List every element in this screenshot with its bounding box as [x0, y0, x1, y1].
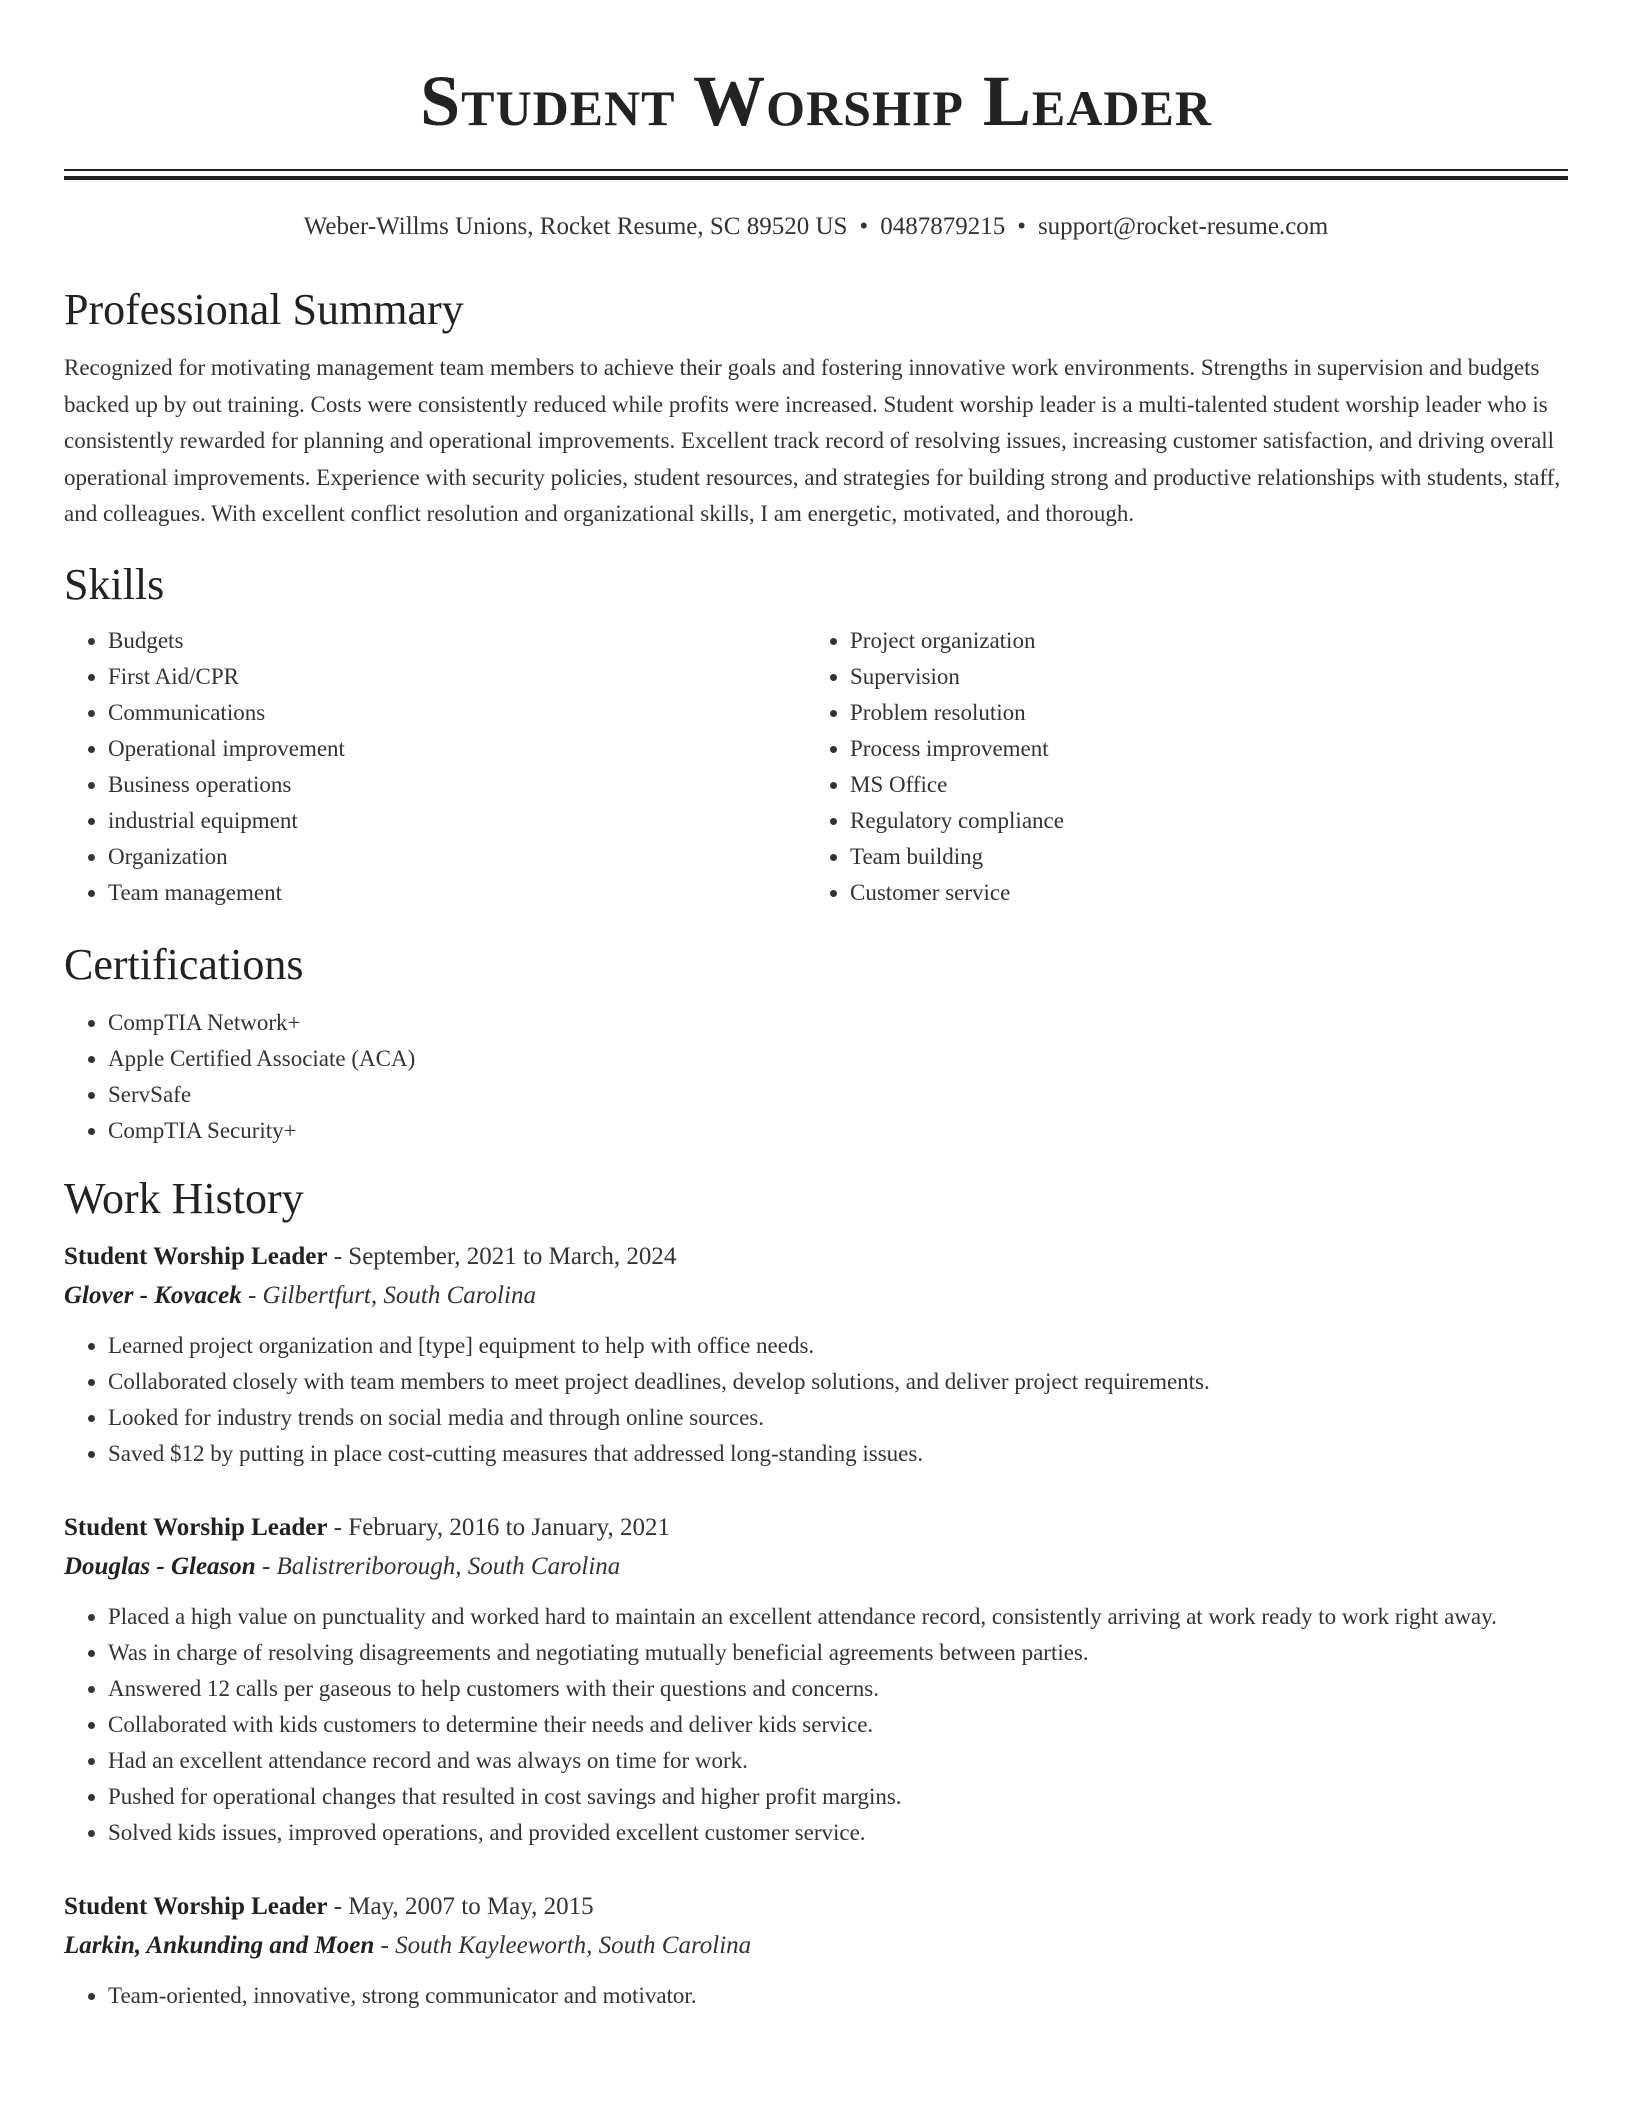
- skill-item: • industrial equipment: [108, 803, 806, 839]
- contact-address: Weber-Willms Unions, Rocket Resume, SC 89520 US: [303, 213, 848, 240]
- job-title: Student Worship Leader: [64, 1242, 328, 1270]
- skill-item: • Business operations: [108, 767, 806, 803]
- work-history-heading: Work History: [64, 1173, 304, 1223]
- job-title-line: [64, 1887, 1568, 1926]
- job-bullet: • Answered 12 calls per gaseous to help customers with their questions and concerns.: [108, 1671, 1568, 1707]
- job-bullet: • Collaborated with kids customers to determine their needs and deliver kids service.: [108, 1707, 1568, 1743]
- job-dates: - February, 2016 to January, 2021: [327, 1513, 671, 1541]
- job-bullets: [64, 1599, 1568, 1851]
- job-bullet: • Learned project organization and [type] equipment to help with office needs.: [108, 1328, 1568, 1364]
- certification-item: • CompTIA Network+: [108, 1005, 1568, 1041]
- resume-page: [64, 0, 1568, 2014]
- job-title: Student Worship Leader: [64, 1892, 328, 1920]
- skills-column-left: [64, 623, 806, 911]
- job-dates: - September, 2021 to March, 2024: [327, 1242, 677, 1270]
- job-bullet: • Was in charge of resolving disagreements and negotiating mutually beneficial agreements between parties.: [108, 1635, 1568, 1671]
- skills-grid: [64, 623, 1568, 911]
- skill-item: • Team management: [108, 875, 806, 911]
- resume-title: Student Worship Leader: [420, 61, 1212, 141]
- job-company: Douglas - Gleason: [64, 1552, 256, 1580]
- job-bullet: • Looked for industry trends on social media and through online sources.: [108, 1400, 1568, 1436]
- job-location: - Gilbertfurt, South Carolina: [241, 1281, 536, 1309]
- job-entry: [64, 1237, 1568, 1472]
- skill-item: • Process improvement: [850, 731, 1548, 767]
- job-bullet: • Had an excellent attendance record and was always on time for work.: [108, 1743, 1568, 1779]
- summary-text: Recognized for motivating management team members to achieve their goals and fostering innovative work environments. Strengths in supervision and budgets backed up by out training. Costs were consistently reduced while profits were increased. Student worship leader is a multi-talented student worship leader who is consistently rewarded for planning and operational improvements. Excellent track record of resolving issues, increasing customer satisfaction, and driving overall operational improvements. Experience with security policies, student resources, and strategies for building strong and productive relationships with students, staff, and colleagues. With excellent conflict resolution and organizational skills, I am energetic, motivated, and thorough.: [64, 355, 1561, 526]
- skills-list-left: [64, 623, 806, 911]
- skill-item: • Problem resolution: [850, 695, 1548, 731]
- job-company-line: [64, 1276, 1568, 1315]
- skill-item: • Project organization: [850, 623, 1548, 659]
- contact-line: [64, 210, 1568, 244]
- job-company: Glover - Kovacek: [64, 1281, 242, 1309]
- job-location: - South Kayleeworth, South Carolina: [374, 1931, 752, 1959]
- job-entry: [64, 1887, 1568, 2014]
- skills-heading: Skills: [64, 559, 165, 609]
- contact-phone: 0487879215: [880, 213, 1006, 240]
- job-company-line: [64, 1926, 1568, 1965]
- certification-item: • ServSafe: [108, 1077, 1568, 1113]
- job-dates: - May, 2007 to May, 2015: [327, 1892, 594, 1920]
- skills-column-right: [806, 623, 1548, 911]
- skills-list-right: [806, 623, 1548, 911]
- certification-item: • Apple Certified Associate (ACA): [108, 1041, 1568, 1077]
- title-divider: [64, 169, 1568, 180]
- job-bullet: • Placed a high value on punctuality and worked hard to maintain an excellent attendance record, consistently arriving at work ready to work right away.: [108, 1599, 1568, 1635]
- job-bullet: • Collaborated closely with team members to meet project deadlines, develop solutions, and deliver project requirements.: [108, 1364, 1568, 1400]
- job-title-line: [64, 1237, 1568, 1276]
- job-title-line: [64, 1508, 1568, 1547]
- job-bullets: [64, 1978, 1568, 2014]
- job-bullet: • Saved $12 by putting in place cost-cutting measures that addressed long-standing issues.: [108, 1436, 1568, 1472]
- skill-item: • Operational improvement: [108, 731, 806, 767]
- skill-item: • MS Office: [850, 767, 1548, 803]
- job-company: Larkin, Ankunding and Moen: [64, 1931, 375, 1959]
- skill-item: • Customer service: [850, 875, 1548, 911]
- job-title: Student Worship Leader: [64, 1513, 328, 1541]
- job-bullet: • Team-oriented, innovative, strong communicator and motivator.: [108, 1978, 1568, 2014]
- skill-item: • First Aid/CPR: [108, 659, 806, 695]
- skill-item: • Team building: [850, 839, 1548, 875]
- job-entry: [64, 1508, 1568, 1851]
- contact-separator: •: [1017, 213, 1026, 240]
- summary-heading: Professional Summary: [64, 285, 464, 334]
- job-bullet: • Pushed for operational changes that resulted in cost savings and higher profit margins.: [108, 1779, 1568, 1815]
- skill-item: • Regulatory compliance: [850, 803, 1548, 839]
- skill-item: • Supervision: [850, 659, 1548, 695]
- certifications-list: [64, 1005, 1568, 1149]
- job-bullets: [64, 1328, 1568, 1472]
- skill-item: • Communications: [108, 695, 806, 731]
- certifications-heading: Certifications: [64, 939, 304, 989]
- job-company-line: [64, 1547, 1568, 1586]
- job-bullet: • Solved kids issues, improved operations, and provided excellent customer service.: [108, 1815, 1568, 1851]
- contact-email: support@rocket-resume.com: [1037, 213, 1329, 240]
- job-location: - Balistreriborough, South Carolina: [255, 1552, 621, 1580]
- contact-separator: •: [859, 213, 869, 240]
- skill-item: • Organization: [108, 839, 806, 875]
- skill-item: • Budgets: [108, 623, 806, 659]
- certification-item: • CompTIA Security+: [108, 1113, 1568, 1149]
